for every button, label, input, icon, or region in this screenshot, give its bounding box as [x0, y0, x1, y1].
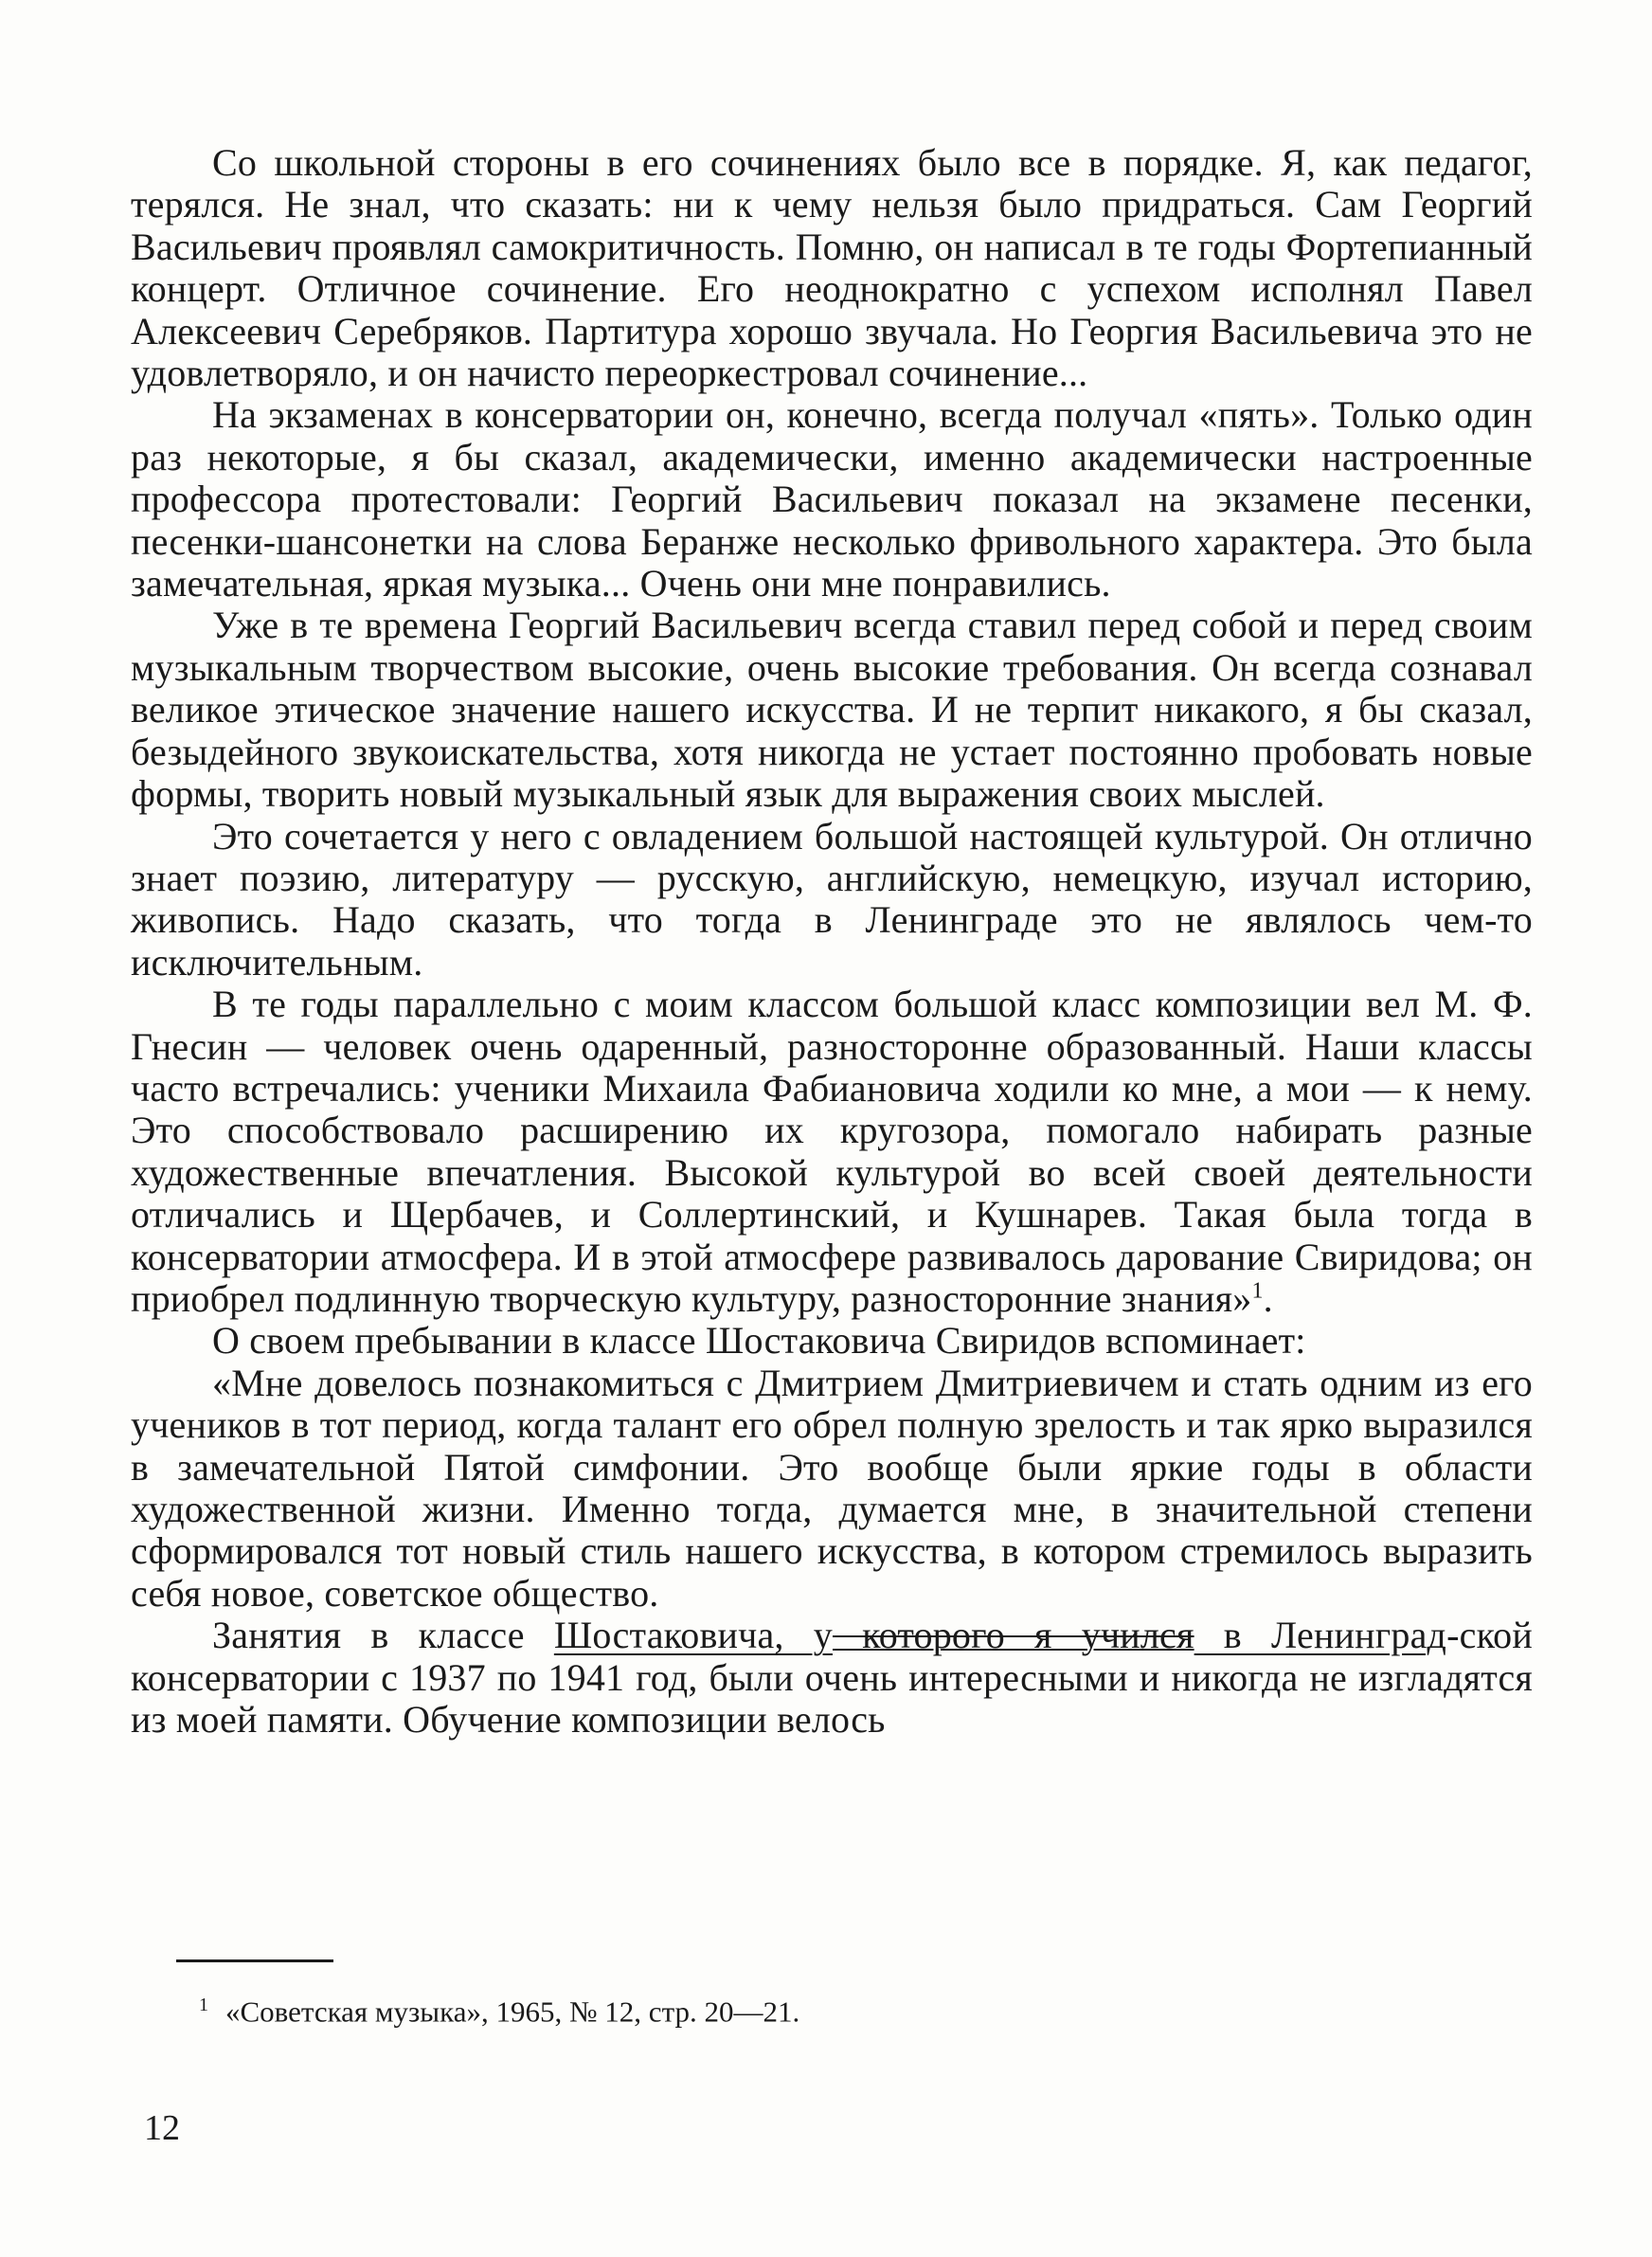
paragraph-5: В те годы параллельно с моим классом большой класс композиции вел М. Ф. Гнесин — человек очень одаренный, разносторонне образованный. Наши классы часто встречались: ученики Михаила Фабиановича ходили ко мне, а мои — к нему. Это способствовало расширению их кругозора, помогало набирать разные художественные впечатления. Высокой культурой во всей своей деятельности отличались и Щербачев, и Соллертинский, и Кушнарев. Такая была тогда в консерватории атмосфера. И в этой атмосфере развивалось дарование Свиридова; он приобрел подлинную творческую культуру, разносторонние знания»$^1$.: [131, 983, 1533, 1320]
main-text: [131, 142, 1533, 1741]
footnote: [199, 1988, 799, 2029]
page-number: 12: [144, 2108, 180, 2148]
paragraph-8: Занятия в классе Шостаковича, у которого я учился в Ленинград-ской консерватории с 1937 по 1941 год, были очень интересными и никогда не изгладятся из моей памяти. Обучение композиции велось: [131, 1614, 1533, 1742]
handwritten-strikethrough: которого я учился: [832, 1614, 1194, 1657]
paragraph-6: О своем пребывании в классе Шостаковича Свиридов вспоминает:: [212, 1319, 1306, 1363]
paragraph-7: «Мне довелось познакомиться с Дмитрием Дмитриевичем и стать одним из его учеников в тот период, когда талант его обрел полную зрелость и так ярко выразился в замечательной Пятой симфонии. Это вообще были яркие годы в области художественной жизни. Именно тогда, думается мне, в значительной степени сформировался тот новый стиль нашего искусства, в котором стремилось выразить себя новое, советское общество.: [131, 1361, 1533, 1615]
footnote-text: «Советская музыка», 1965, № 12, стр. 20—21.: [225, 1995, 800, 2029]
footnote-reference: 1: [1251, 1278, 1264, 1304]
paragraph-8-lead: Занятия в классе: [212, 1614, 554, 1657]
handwritten-underline: Шостаковича, у: [553, 1614, 833, 1657]
footnote-marker: 1: [199, 1995, 208, 2015]
paragraph-1: Со школьной стороны в его сочинениях было все в порядке. Я, как педагог, терялся. Не знал, что сказать: ни к чему нельзя было придраться. Сам Георгий Васильевич проявлял самокритичность. Помню, он написал в те годы Фортепианный концерт. Отличное сочинение. Его неоднократно с успехом исполнял Павел Алексеевич Серебряков. Партитура хорошо звучала. Но Георгия Васильевича это не удовлетворяло, и он начисто переоркестровал сочинение...: [131, 141, 1533, 395]
footnote-divider: [176, 1959, 333, 1962]
paragraph-2: На экзаменах в консерватории он, конечно, всегда получал «пять». Только один раз некоторые, я бы сказал, академически, именно академически настроенные профессора протестовали: Георгий Васильевич показал на экзамене песенки, песенки-шансонетки на слова Беранже несколько фривольного характера. Это была замечательная, яркая музыка... Очень они мне понравились.: [131, 393, 1533, 605]
paragraph-4: Это сочетается у него с овладением большой настоящей культурой. Он отлично знает поэзию, литературу — русскую, английскую, немецкую, изучал историю, живопись. Надо сказать, что тогда в Ленинграде это не являлось чем-то исключительным.: [131, 814, 1533, 984]
paragraph-3: Уже в те времена Георгий Васильевич всегда ставил перед собой и перед своим музыкальным творчеством высокие, очень высокие требования. Он всегда сознавал великое этическое значение нашего искусства. И не терпит никакого, я бы сказал, безыдейного звукоискательства, хотя никогда не устает постоянно пробовать новые формы, творить новый музыкальный язык для выражения своих мыслей.: [131, 604, 1533, 816]
paragraph-5-text: В те годы параллельно с моим классом большой класс композиции вел М. Ф. Гнесин — человек очень одаренный, разносторонне образованный. Наши классы часто встречались: ученики Михаила Фабиановича ходили ко мне, а мои — к нему. Это способствовало расширению их кругозора, помогало набирать разные художественные впечатления. Высокой культурой во всей своей деятельности отличались и Щербачев, и Соллертинский, и Кушнарев. Такая была тогда в консерватории атмосфера. И в этой атмосфере развивалось дарование Свиридова; он приобрел подлинную творческую культуру, разносторонние знания»: [131, 983, 1533, 1320]
paragraph-8-rest: ской консерватории с 1937 по 1941 год, были очень интересными и никогда не изгладятся из моей памяти. Обучение композиции велось: [131, 1614, 1533, 1742]
handwritten-underline-tail: в Ленинград: [1194, 1614, 1447, 1657]
